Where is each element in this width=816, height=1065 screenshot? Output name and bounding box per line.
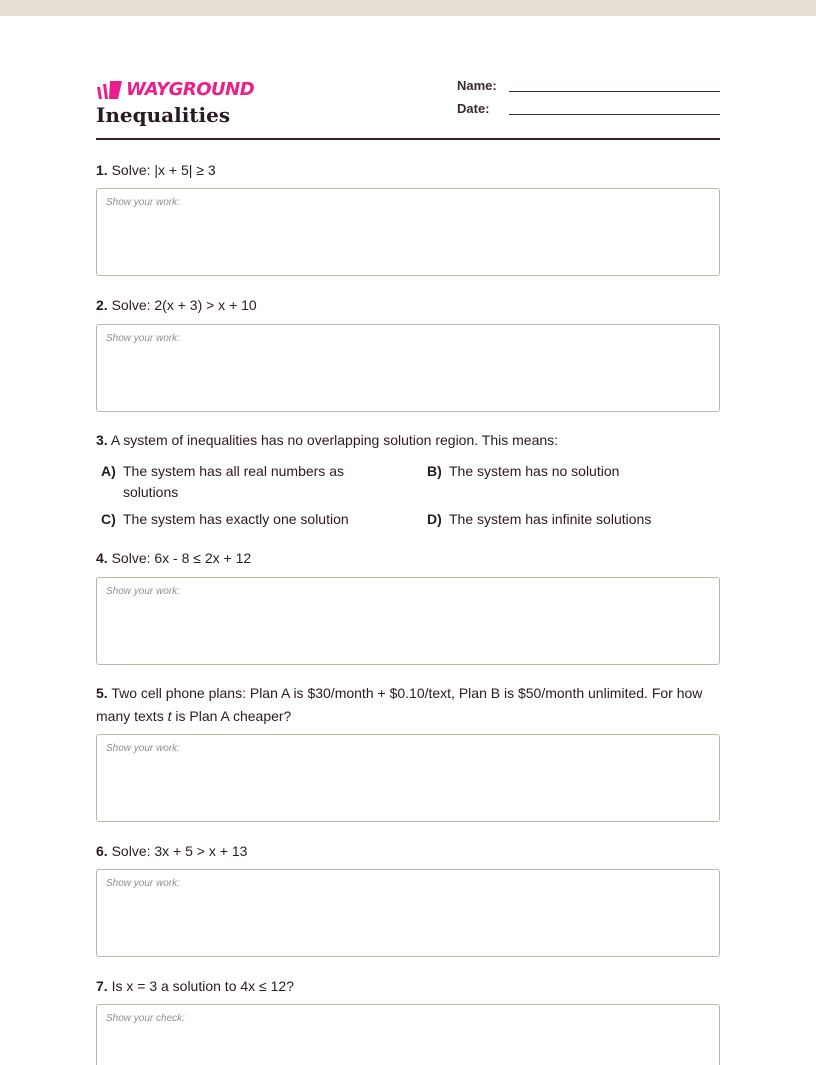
work-hint: Show your work: bbox=[106, 743, 180, 754]
top-bar bbox=[0, 0, 816, 16]
name-field bbox=[457, 76, 720, 99]
option-b[interactable] bbox=[427, 461, 689, 482]
question-7 bbox=[96, 975, 720, 998]
work-box-6[interactable] bbox=[96, 869, 720, 957]
variable-t: t bbox=[167, 708, 172, 724]
question-5 bbox=[96, 682, 720, 728]
option-text: The system has no solution bbox=[449, 463, 620, 479]
header-divider bbox=[96, 138, 720, 140]
question-number: 4. bbox=[96, 550, 108, 566]
work-box-4[interactable] bbox=[96, 577, 720, 665]
work-hint: Show your work: bbox=[106, 878, 180, 889]
question-text: Solve: 3x + 5 > x + 13 bbox=[111, 843, 248, 859]
question-number: 6. bbox=[96, 843, 108, 859]
date-label: Date: bbox=[457, 101, 490, 116]
option-letter: C) bbox=[101, 511, 116, 527]
wayground-logo-icon bbox=[96, 80, 122, 100]
student-fields bbox=[457, 76, 720, 122]
question-text-start: Two cell phone plans: Plan A is $30/month + $0.10/text, Plan B is $50/month unlimited. For how many texts bbox=[96, 685, 703, 724]
work-box-1[interactable] bbox=[96, 188, 720, 276]
question-number: 5. bbox=[96, 685, 108, 701]
page-title: Inequalities bbox=[96, 103, 231, 127]
work-box-2[interactable] bbox=[96, 324, 720, 412]
work-hint: Show your work: bbox=[106, 333, 180, 344]
question-number: 7. bbox=[96, 978, 108, 994]
name-line[interactable] bbox=[509, 91, 720, 92]
work-box-5[interactable] bbox=[96, 734, 720, 822]
option-letter: D) bbox=[427, 511, 442, 527]
brand-name: WAYGROUND bbox=[126, 79, 255, 100]
worksheet-header bbox=[96, 76, 720, 140]
name-label: Name: bbox=[457, 78, 497, 93]
date-field bbox=[457, 99, 720, 122]
option-d[interactable] bbox=[427, 509, 689, 530]
question-text: Solve: |x + 5| ≥ 3 bbox=[111, 162, 216, 178]
question-3 bbox=[96, 429, 720, 452]
option-text: The system has all real numbers as solutions bbox=[123, 463, 344, 500]
question-number: 1. bbox=[96, 162, 108, 178]
brand-logo bbox=[96, 79, 254, 100]
question-text: A system of inequalities has no overlapping solution region. This means: bbox=[110, 432, 559, 448]
question-text: Is x = 3 a solution to 4x ≤ 12? bbox=[111, 978, 294, 994]
date-line[interactable] bbox=[509, 114, 720, 115]
option-text: The system has exactly one solution bbox=[123, 511, 349, 527]
work-hint: Show your check: bbox=[106, 1013, 185, 1024]
question-number: 2. bbox=[96, 297, 108, 313]
question-number: 3. bbox=[96, 432, 108, 448]
option-c[interactable] bbox=[101, 509, 363, 530]
option-a[interactable] bbox=[101, 461, 363, 503]
option-letter: A) bbox=[101, 463, 116, 479]
work-hint: Show your work: bbox=[106, 197, 180, 208]
question-6 bbox=[96, 840, 720, 863]
question-text: Solve: 2(x + 3) > x + 10 bbox=[111, 297, 257, 313]
option-text: The system has infinite solutions bbox=[449, 511, 652, 527]
question-2 bbox=[96, 294, 720, 317]
question-1 bbox=[96, 159, 720, 182]
work-hint: Show your work: bbox=[106, 586, 180, 597]
question-4 bbox=[96, 547, 720, 570]
question-text-end: is Plan A cheaper? bbox=[171, 708, 292, 724]
option-letter: B) bbox=[427, 463, 442, 479]
question-text: Solve: 6x - 8 ≤ 2x + 12 bbox=[111, 550, 252, 566]
